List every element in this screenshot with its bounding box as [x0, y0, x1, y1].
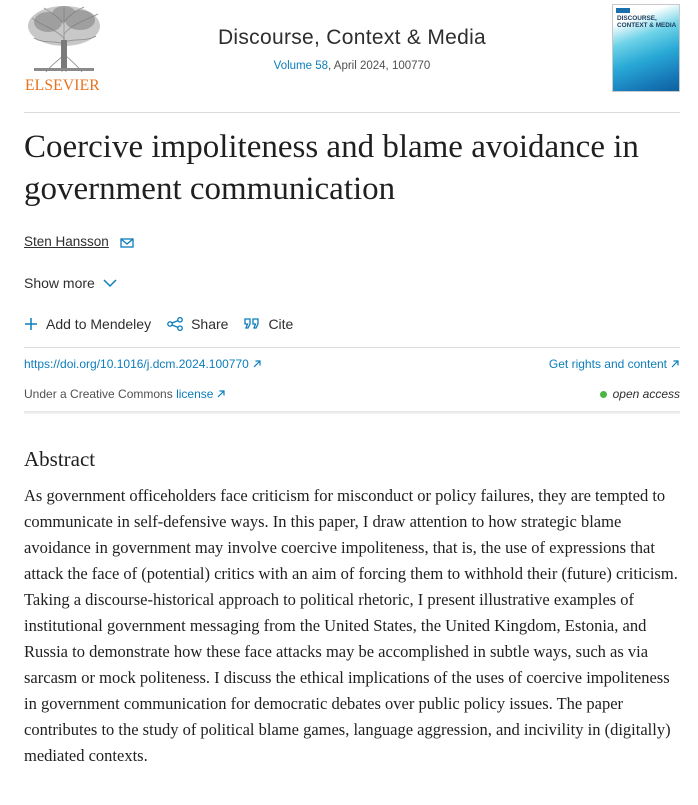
header-divider: [24, 112, 680, 113]
chevron-down-icon: [103, 278, 117, 288]
show-more-label: Show more: [24, 275, 95, 291]
external-link-icon: [670, 359, 680, 369]
rights-text: Get rights and content: [548, 357, 667, 371]
license-row: [24, 387, 680, 401]
mendeley-label: Add to Mendeley: [46, 316, 152, 332]
section-divider: [24, 411, 680, 414]
issue-details-text: , April 2024, 100770: [328, 60, 431, 72]
license-link-text: license: [176, 387, 214, 401]
external-link-icon: [252, 359, 262, 369]
external-link-icon: [216, 389, 226, 399]
plus-icon: [24, 317, 38, 331]
journal-issue-details: [134, 60, 570, 72]
actions-divider: [24, 347, 680, 348]
license-prefix: Under a Creative Commons: [24, 387, 177, 401]
quote-icon: [244, 317, 260, 331]
elsevier-tree-icon: [24, 4, 104, 74]
share-label: Share: [191, 316, 229, 332]
article-title: Coercive impoliteness and blame avoidance in government communication: [24, 129, 639, 207]
open-access-label: open access: [612, 387, 680, 401]
doi-text: https://doi.org/10.1016/j.dcm.2024.100770: [24, 357, 249, 371]
share-icon: [167, 317, 183, 331]
journal-info: [134, 26, 570, 72]
journal-title-link[interactable]: Discourse, Context & Media: [217, 26, 487, 49]
article-actions: [24, 316, 309, 332]
doi-link[interactable]: [24, 357, 262, 371]
open-access-dot-icon: [600, 391, 607, 398]
volume-link[interactable]: Volume 58: [273, 60, 329, 72]
elsevier-wordmark: ELSEVIER: [25, 77, 100, 94]
show-more-toggle[interactable]: [24, 275, 117, 291]
cover-title: DISCOURSE, CONTEXT & MEDIA: [617, 15, 677, 29]
cite-button[interactable]: [244, 316, 293, 332]
cite-label: Cite: [268, 316, 294, 332]
journal-cover-image[interactable]: [612, 4, 680, 92]
share-button[interactable]: [167, 316, 228, 332]
author-link[interactable]: Sten Hansson: [24, 234, 109, 249]
envelope-icon[interactable]: [120, 237, 134, 249]
doi-row: [24, 357, 680, 371]
add-to-mendeley-button[interactable]: [24, 316, 151, 332]
rights-link[interactable]: [549, 357, 680, 371]
open-access-badge: [600, 387, 680, 401]
abstract-text: As government officeholders face criticism for misconduct or policy failures, they are tempted to communicate in self-defensive ways. In this paper, I draw attention to how strategic blame avoidance in government may involve coercive impoliteness, that is, the use of expressions that attack the face of (potential) critics with an aim of forcing them to withhold their (future) criticism. Taking a discourse-historical approach to political rhetoric, I present illustrative examples of institutional government messaging from the United States, the United Kingdom, Estonia, and Russia to demonstrate how these face attacks may be accomplished in subtle ways, such as via sarcasm or mock politeness. I discuss the ethical implications of the uses of coercive impoliteness in government communication for democratic debates over public policy issues. The paper contributes to the study of political blame games, language aggression, and incivility in (digitally) mediated contexts.: [24, 486, 678, 765]
journal-header: [24, 4, 680, 96]
license-link[interactable]: [176, 387, 226, 401]
abstract-heading: Abstract: [24, 447, 96, 471]
cover-band: [616, 8, 630, 13]
elsevier-logo[interactable]: [24, 4, 106, 92]
author-list: [24, 234, 134, 249]
